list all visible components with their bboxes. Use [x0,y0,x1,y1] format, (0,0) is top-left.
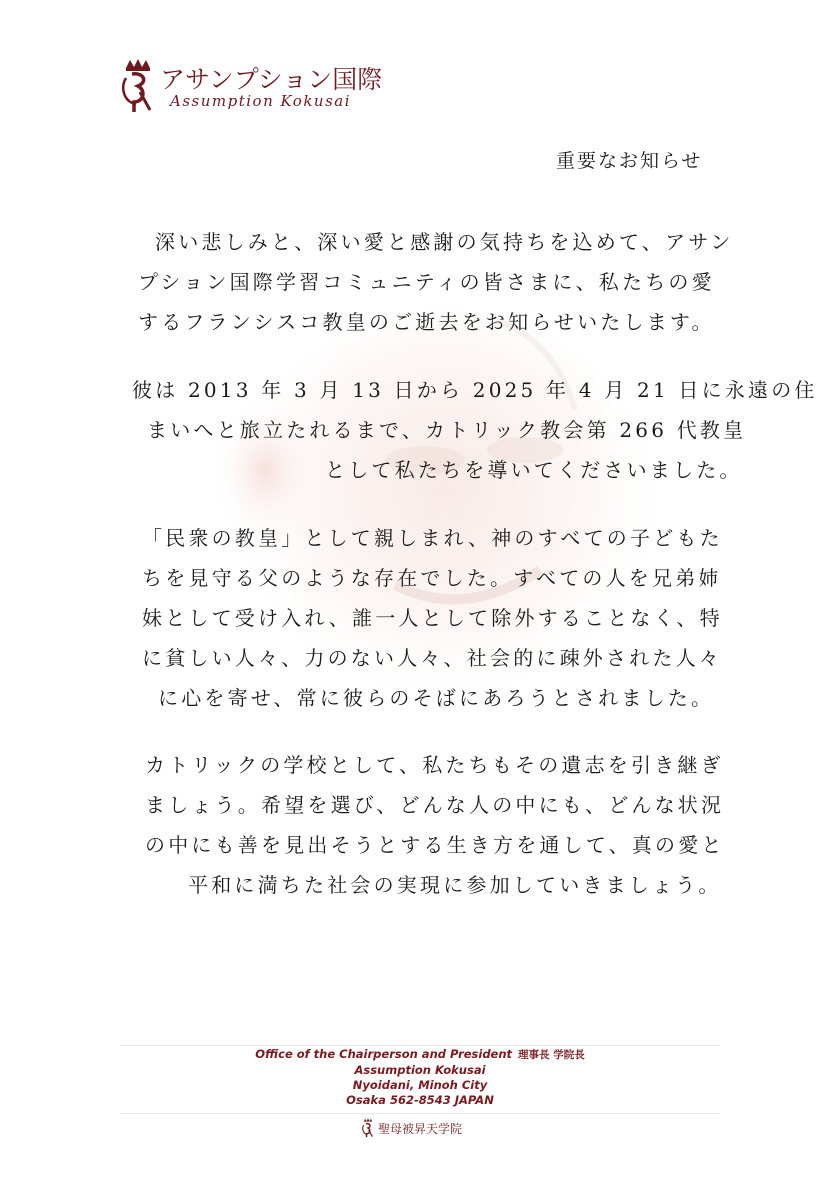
logo-name-jp: アサンプション国際 [160,65,383,94]
paragraph-line: まいへと旅立たれるまで、カトリック教会第 266 代教皇 [147,418,747,442]
paragraph-line: の中にも善を見出そうとする生き方を通して、真の愛と [145,833,725,857]
paragraph-line: に心を寄せ、常に彼らのそばにあろうとされました。 [158,686,715,710]
footer-address [120,1047,720,1108]
footer-divider [120,1045,720,1046]
logo-name-en: Assumption Kokusai [170,92,352,110]
school-logo [118,58,383,118]
paragraph-line: 妹として受け入れ、誰一人として除外することなく、特 [142,606,723,630]
footer-org: Assumption Kokusai [354,1063,486,1077]
paragraph-line: として私たちを導いてくださいました。 [325,458,743,482]
footer-office: Office of the Chairperson and President [255,1047,513,1061]
footer-office-jp: 理事長 学院長 [518,1049,585,1061]
footer-office-row [120,1047,720,1063]
footer-school-name: 聖母被昇天学院 [378,1122,463,1136]
paragraph-line: 彼は 2013 年 3 月 13 日から 2025 年 4 月 21 日に永遠の住 [132,378,818,402]
paragraph-1 [0,222,734,342]
footer-divider [120,1113,720,1114]
paragraph-line: 平和に満ちた社会の実現に参加していきましょう。 [188,873,722,897]
paragraph-line: ましょう。希望を選び、どんな人の中にも、どんな状況 [145,793,725,817]
paragraph-4 [0,745,725,905]
paragraph-line: 深い悲しみと、深い愛と感謝の気持ちを込めて、アサン [155,230,734,254]
crown-monogram-icon [360,1118,376,1138]
paragraph-3 [0,518,723,718]
paragraph-line: ちを見守る父のような存在でした。すべての人を兄弟姉 [142,566,722,590]
paragraph-line: 「民衆の教皇」として親しまれ、神のすべての子どもた [142,526,723,550]
paragraph-line: プション国際学習コミュニティの皆さまに、私たちの愛 [138,270,715,294]
paragraph-line: カトリックの学校として、私たちもその遺志を引き継ぎ [145,753,724,777]
paragraph-line: に貧しい人々、力のない人々、社会的に疎外された人々 [142,646,722,670]
footer-address-line-1: Nyoidani, Minoh City [352,1078,488,1092]
crown-monogram-icon [118,58,158,114]
paragraph-line: するフランシスコ教皇のご逝去をお知らせいたします。 [138,310,715,334]
footer-school-logo [360,1118,500,1138]
footer-address-line-2: Osaka 562-8543 JAPAN [346,1093,494,1107]
notice-title: 重要なお知らせ [556,150,703,172]
paragraph-2 [0,370,818,490]
